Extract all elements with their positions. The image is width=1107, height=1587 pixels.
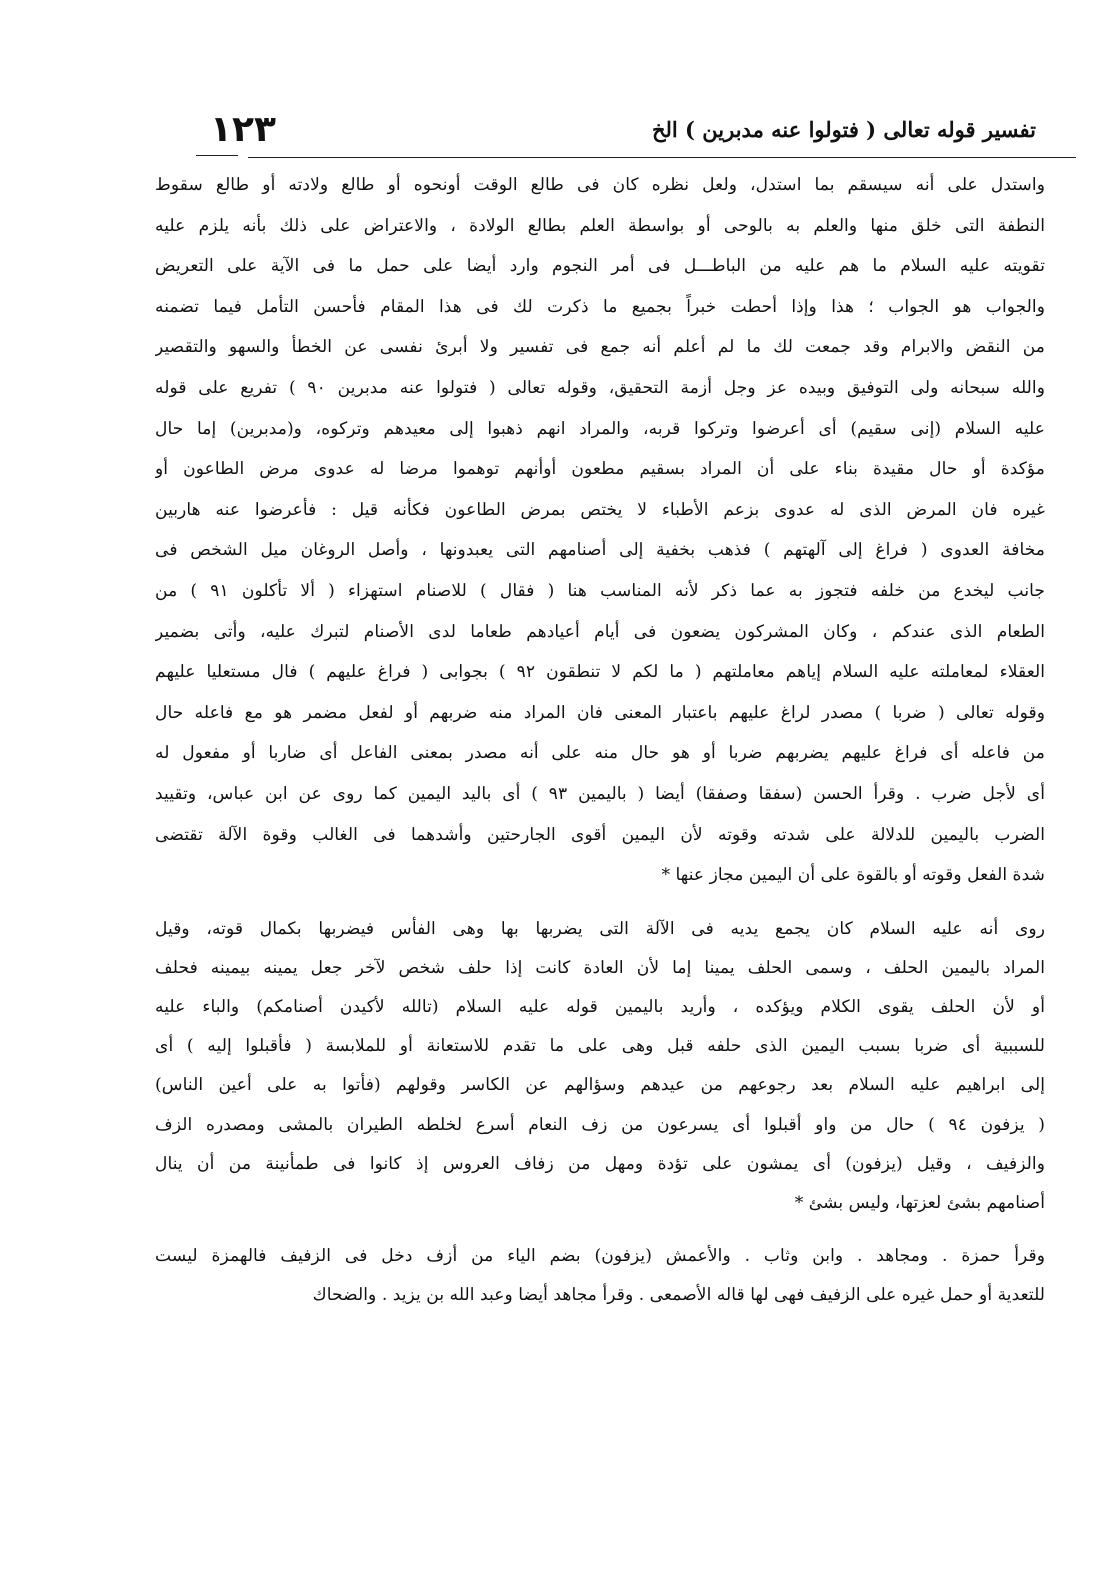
text-line: شدة الفعل وقوته أو بالقوة على أن اليمين مجاز عنها * xyxy=(661,865,1045,886)
text-line: جانب ليخدع من خلفه فتجوز به عما ذكر لأنه المناسب هنا ( فقال ) للاصنام استهزاء ( ألا تأكلون ٩١ ) من xyxy=(155,580,1045,601)
text-line: تقويته عليه السلام ما هم عليه من الباطـــل فى أمر النجوم وارد أيضا على حمل ما فى الآية على التعريض xyxy=(155,256,1045,277)
body-text xyxy=(155,165,1045,1316)
text-line: الضرب باليمين للدلالة على شدته وقوته لأن اليمين أقوى الجارحتين وأشدهما فى الغالب وقوة الآلة تقتضى xyxy=(155,824,1045,845)
text-line: للتعدية أو حمل غيره على الزفيف فهى لها قاله الأصمعى . وقرأ مجاهد أيضا وعبد الله بن يزيد . والضحاك xyxy=(312,1285,1045,1306)
paragraph xyxy=(155,165,1045,896)
text-line: النطفة التى خلق منها والعلم به بالوحى أو بواسطة العلم بطالع الولادة ، والاعتراض على ذلك بأنه يلزم عليه xyxy=(155,215,1045,236)
paragraph-gap xyxy=(155,1223,1045,1237)
text-line: وقرأ حمزة . ومجاهد . وابن وثاب . والأعمش (يزفون) بضم الياء من أزف دخل فى الزفيف فالهمزة ليست xyxy=(155,1246,1045,1267)
text-line: إلى ابراهيم عليه السلام بعد رجوعهم من عيدهم وسؤالهم عن الكاسر وقولهم (فأتوا به على أعين الناس) xyxy=(155,1075,1045,1096)
text-line: العقلاء لمعاملته عليه السلام إياهم معاملتهم ( ما لكم لا تنطقون ٩٢ ) بجوابى ( فراغ عليهم ) فال مستعليا عليهم xyxy=(155,662,1045,683)
paragraph-gap xyxy=(155,896,1045,910)
text-line: الطعام الذى عندكم ، وكان المشركون يضعون فى أيام أعيادهم طعاما لدى الأصنام لتبرك عليه، وأتى بضمير xyxy=(155,621,1045,642)
text-line: والله سبحانه ولى التوفيق وبيده عز وجل أزمة التحقيق، وقوله تعالى ( فتولوا عنه مدبرين ٩٠ ) تفريع على قوله xyxy=(155,377,1045,398)
text-line: للسببية أى ضربا بسبب اليمين الذى حلفه قبل وهى على ما تقدم للاستعانة أو للملابسة ( فأقبلوا إليه ) أى xyxy=(155,1036,1045,1057)
text-line: من النقض والابرام وقد جمعت لك ما لم أعلم أنه جمع فى تفسير ولا أبرئ نفسى عن الخطأ والسهو والتقصير xyxy=(155,337,1045,358)
page-number-rule xyxy=(196,155,238,156)
text-line: وقوله تعالى ( ضربا ) مصدر لراغ عليهم باعتبار المعنى فان المراد منه ضربهم أو لفعل مضمر هو مع فاعله حال xyxy=(155,702,1045,723)
running-title: تفسير قوله تعالى ( فتولوا عنه مدبرين ) الخ xyxy=(651,117,1036,142)
text-line: غيره فان المرض الذى له عدوى بزعم الأطباء لا يختص بمرض الطاعون فكأنه قيل : فأعرضوا عنه هاربين xyxy=(155,499,1045,520)
paragraph xyxy=(155,910,1045,1224)
text-line: مخافة العدوى ( فراغ إلى آلهتهم ) فذهب بخفية إلى أصنامهم التى يعبدونها ، وأصل الروغان ميل الشخص فى xyxy=(155,540,1045,561)
text-line: أصنامهم بشئ لعزتها، وليس بشئ * xyxy=(794,1193,1045,1213)
page-number: ١٢٣ xyxy=(210,109,276,150)
text-line: والزفيف ، وقيل (يزفون) أى يمشون على تؤدة ومهل من زفاف العروس إذ كانوا فى طمأنينة من أن ينال xyxy=(155,1153,1045,1174)
text-line: والجواب هو الجواب ؛ هذا وإذا أحطت خبراً بجميع ما ذكرت لك فى هذا المقام فأحسن التأمل فيما تضمنه xyxy=(155,296,1045,317)
header-rule xyxy=(248,157,1076,158)
text-line: المراد باليمين الحلف ، وسمى الحلف يمينا إما لأن العادة كانت إذا حلف شخص لآخر جعل يمينه بيمينه فحلف xyxy=(155,957,1045,978)
text-line: ( يزفون ٩٤ ) حال من واو أقبلوا أى يسرعون من زف النعام أسرع لخلطه الطيران بالمشى ومصدره الزف xyxy=(155,1114,1045,1135)
text-line: روى أنه عليه السلام كان يجمع يديه فى الآلة التى يضربها بها وهى الفأس فيضربها بكمال قوته، وقيل xyxy=(155,918,1045,939)
running-header xyxy=(196,108,1076,156)
text-line: أى لأجل ضرب . وقرأ الحسن (سفقا وصفقا) أيضا ( باليمين ٩٣ ) أى باليد اليمين كما روى عن ابن عباس، وتقييد xyxy=(155,783,1045,804)
text-line: مؤكدة أو حال مقيدة بناء على أن المراد بسقيم مطعون أوأنهم توهموا مرضا له عدوى مرض الطاعون أو xyxy=(155,459,1045,480)
text-line: عليه السلام (إنى سقيم) أى أعرضوا وتركوا قربه، والمراد انهم ذهبوا إلى معيدهم وتركوه، و(مدبرين) إما حال xyxy=(155,418,1045,439)
paragraph xyxy=(155,1237,1045,1315)
text-line: أو لأن الحلف يقوى الكلام ويؤكده ، وأريد باليمين قوله عليه السلام (تالله لأكيدن أصنامكم) والباء عليه xyxy=(155,997,1045,1018)
text-line: واستدل على أنه سيسقم بما استدل، ولعل نظره كان فى طالع الوقت أونحوه أو طالع ولادته أو طالع سقوط xyxy=(155,175,1045,195)
text-line: من فاعله أى فراغ عليهم يضربهم ضربا أو هو حال منه على أنه مصدر بمعنى الفاعل أى ضاربا أو مفعول له xyxy=(155,743,1045,764)
